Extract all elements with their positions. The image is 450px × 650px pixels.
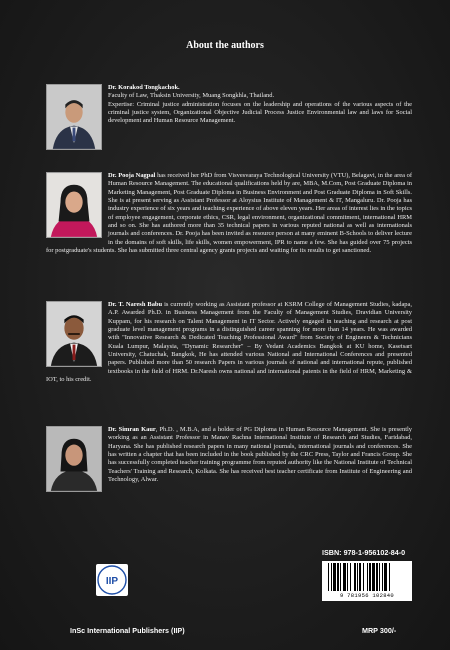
barcode-bar xyxy=(384,563,387,591)
author-description: , Ph.D. , M.B.A, and a holder of PG Diploma in Human Resource Management. She is presently working as an Assistant Professor in Manav Rachna International Institute of Research and Studies, Faridabad, Haryana. She has published research papers in many national journals, international journals and conferences. She has written a chapter that has been included in the book published by the CRC Press, Taylor and Francis Group. She has successfully completed teacher training programme from reputed authority like the National Institute of Technical Teachers' Training and Research, Kolkata. She has received best teacher certificate from Institute of Engineering and Technology, Alwar. xyxy=(108,426,412,484)
barcode-bars xyxy=(328,563,406,591)
barcode-bar xyxy=(328,563,329,591)
publisher-name: InSc International Publishers (IIP) xyxy=(70,626,185,635)
barcode-bar xyxy=(389,563,390,591)
barcode-bar xyxy=(357,563,358,591)
barcode-bar xyxy=(372,563,375,591)
barcode-bar xyxy=(376,563,378,591)
barcode xyxy=(322,561,412,601)
barcode-bar xyxy=(337,563,339,591)
price-label: MRP 300/- xyxy=(362,626,397,635)
barcode-bar xyxy=(347,563,348,591)
author-bio xyxy=(108,84,412,126)
barcode-bar xyxy=(363,563,364,591)
logo-text: IIP xyxy=(105,576,119,587)
barcode-digits: 9 781956 102840 xyxy=(339,592,394,599)
author-affiliation: Faculty of Law, Thaksin University, Muang Songkhla, Thailand. xyxy=(108,92,275,100)
barcode-bar xyxy=(359,563,361,591)
author-name: Dr. Simran Kaur xyxy=(108,426,156,433)
author-photo xyxy=(46,426,102,492)
barcode-bar xyxy=(331,563,332,591)
author-photo xyxy=(46,172,102,238)
isbn-label: ISBN: 978-1-956102-84-0 xyxy=(322,548,406,557)
author-name: Dr. Pooja Nagpal xyxy=(108,172,156,179)
author-description: has received her PhD from Visvesvaraya Technological University (VTU), Belagavi, in the area of Human Resource Management. The educational qualifications held by are, MBA, M.Com, Post Graduate Diploma in Marketing Management, Post Graduate Diploma in Business Environment and Post Graduate Diploma in Soft Skills. She is at present serving as Assistant Professor at Aloysius Institute of Management & IT, Mangaluru. Dr. Pooja has industry experience of six years and teaching experience of above eleven years. Her areas of interest lies in the topics of employee engagement, corporate ethics, CSR, legal environment, organizational commitment, international HRM and so on. She has authored more than 35 technical papers in various reputed national as well as internationals journals and conferences. Dr. Pooja has been invited as resource person at many eminent B-Schools to deliver lecture in the domains of soft skills, life skills, women empowerment, IPR to name a few. She has guided over 75 projects for postgraduate's students. She has submitted three central agency grants projects and waiting for its results to get sanctioned. xyxy=(46,172,413,255)
author-photo xyxy=(46,84,102,150)
barcode-bar xyxy=(343,563,346,591)
barcode-bar xyxy=(333,563,336,591)
barcode-bar xyxy=(382,563,383,591)
barcode-bar xyxy=(369,563,371,591)
author-expertise: Expertise: Criminal justice administration focuses on the leadership and operations of the various aspects of the criminal justice system, Organizational Objective Judicial Process Justice Environmental law and laws for Social development and Human Resource Management. xyxy=(108,100,412,125)
author-entry xyxy=(46,301,412,384)
barcode-bar xyxy=(340,563,341,591)
author-entry xyxy=(46,426,412,496)
isbn-block xyxy=(322,548,418,610)
barcode-bar xyxy=(354,563,356,591)
author-name: Dr. Korakod Tongkachok. xyxy=(108,84,180,91)
author-name: Dr. T. Naresh Babu xyxy=(108,301,163,308)
author-entry xyxy=(46,172,412,255)
page-heading: About the authors xyxy=(186,40,264,51)
barcode-bar xyxy=(379,563,380,591)
publisher-logo xyxy=(96,564,128,596)
author-photo xyxy=(46,301,102,367)
author-entry xyxy=(46,84,412,126)
barcode-bar xyxy=(367,563,368,591)
author-description: is currently working as Assistant professor at KSRM College of Management Studies, kadapa, A.P. Awarded Ph.D. in Business Management from the Faculty of Management Studies, Dravidian University Kuppam, for his research on Talent Management in IT Sector. Actively engaged in teaching and research at post graduate level management programs in a distinguished career spanning for more than 14 years. He was awarded with "Innovative Research & Dedicated Teaching Professional Award" from Society of Engineers & Technicians Kuala Lumpur, Malaysia, "Dynamic Researcher" – By Vedant Academics Bangkok at KU home, Kasetsart University, Chatuchak, Bangkok, He has attended various National and International Conferences and presented papers. Published more than 50 research Papers in various journals of national and international repute, published textbooks in the field of HRM. Dr.Naresh owns national and international patents in the field of HRM, Marketing & IOT, to his credit. xyxy=(46,301,412,384)
barcode-bar xyxy=(350,563,351,591)
